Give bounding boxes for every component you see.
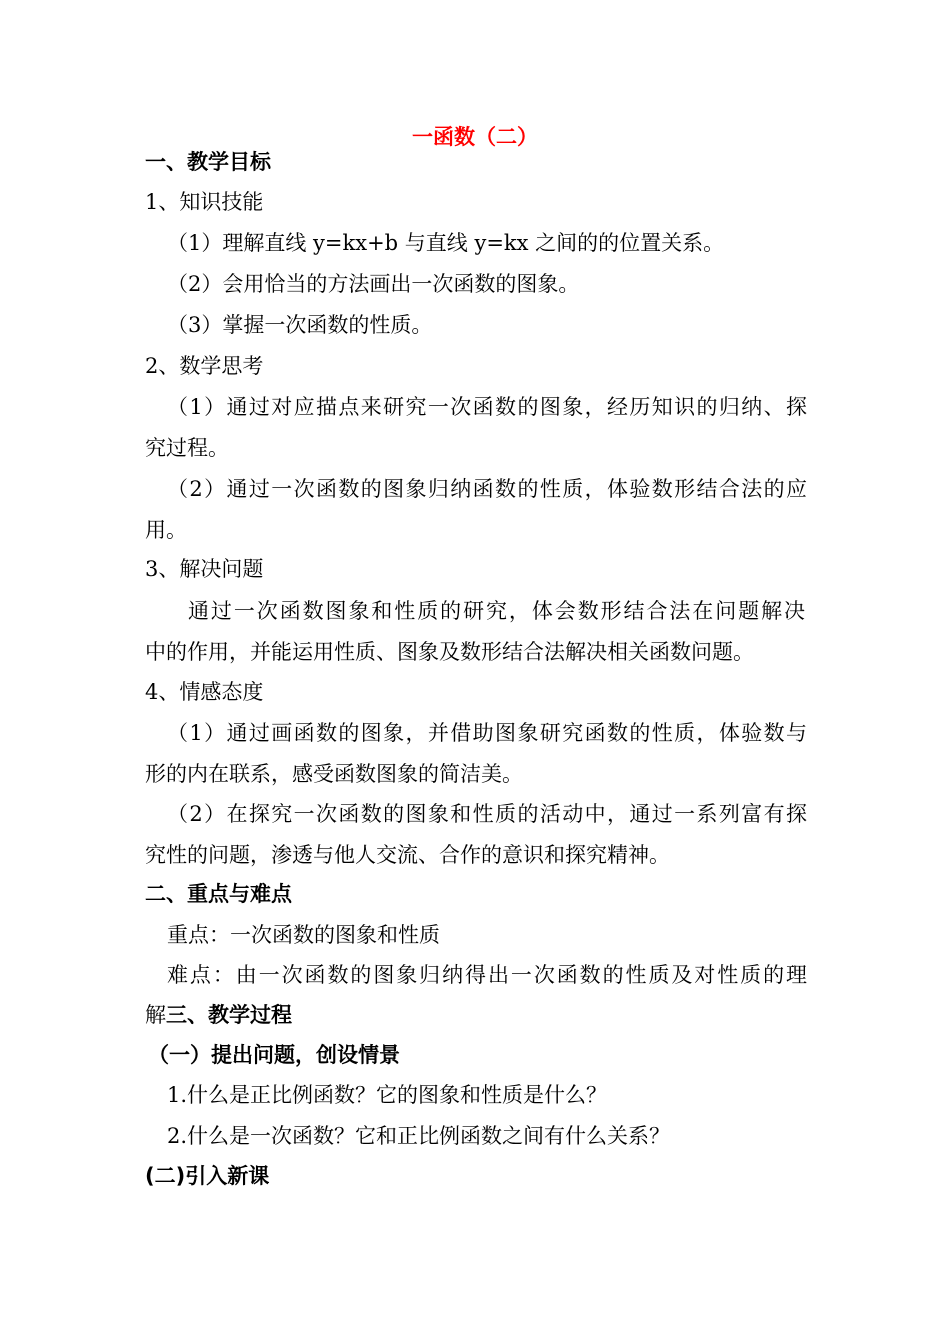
subheading-math-thinking: 2、数学思考 <box>145 354 264 378</box>
section-heading-goals: 一、教学目标 <box>145 150 271 174</box>
knowledge-item-1: （1）理解直线 y=kx+b 与直线 y=kx 之间的的位置关系。 <box>167 231 725 255</box>
attitude-item-2-line-1: （2）在探究一次函数的图象和性质的活动中，通过一系列富有探 <box>167 802 807 826</box>
math-thinking-item-1-line-2: 究过程。 <box>145 436 229 460</box>
key-point-line: 重点：一次函数的图象和性质 <box>167 923 440 947</box>
knowledge-item-3: （3）掌握一次函数的性质。 <box>167 313 433 337</box>
math-thinking-item-2-line-2: 用。 <box>145 518 187 542</box>
subheading-attitude: 4、情感态度 <box>145 680 264 704</box>
difficulty-line-1: 难点：由一次函数的图象归纳得出一次函数的性质及对性质的理 <box>167 963 807 987</box>
question-1: 1.什么是正比例函数？它的图象和性质是什么？ <box>167 1083 608 1107</box>
math-thinking-item-1-line-1: （1）通过对应描点来研究一次函数的图象，经历知识的归纳、探 <box>167 395 807 419</box>
difficulty-line-2 <box>145 1000 810 1030</box>
subsection-heading-questions: （一）提出问题，创设情景 <box>148 1043 400 1067</box>
section-heading-key-points: 二、重点与难点 <box>145 882 292 906</box>
subheading-knowledge: 1、知识技能 <box>145 190 264 214</box>
problem-solving-line-2: 中的作用，并能运用性质、图象及数形结合法解决相关函数问题。 <box>145 640 754 664</box>
subheading-problem-solving: 3、解决问题 <box>145 557 264 581</box>
question-2: 2.什么是一次函数？它和正比例函数之间有什么关系？ <box>167 1124 671 1148</box>
attitude-item-2-line-2: 究性的问题，渗透与他人交流、合作的意识和探究精神。 <box>145 843 670 867</box>
section-heading-process: 三、教学过程 <box>166 1003 292 1027</box>
knowledge-item-2: （2）会用恰当的方法画出一次函数的图象。 <box>167 272 580 296</box>
difficulty-line-2-text: 解 <box>145 1003 166 1027</box>
document-title: 一函数（二） <box>412 124 538 149</box>
attitude-item-1-line-2: 形的内在联系，感受函数图象的简洁美。 <box>145 762 523 786</box>
math-thinking-item-2-line-1: （2）通过一次函数的图象归纳函数的性质，体验数形结合法的应 <box>167 477 807 501</box>
problem-solving-line-1: 通过一次函数图象和性质的研究，体会数形结合法在问题解决 <box>188 599 805 623</box>
subsection-heading-new-lesson: (二)引入新课 <box>145 1164 270 1188</box>
attitude-item-1-line-1: （1）通过画函数的图象，并借助图象研究函数的性质，体验数与 <box>167 721 807 745</box>
